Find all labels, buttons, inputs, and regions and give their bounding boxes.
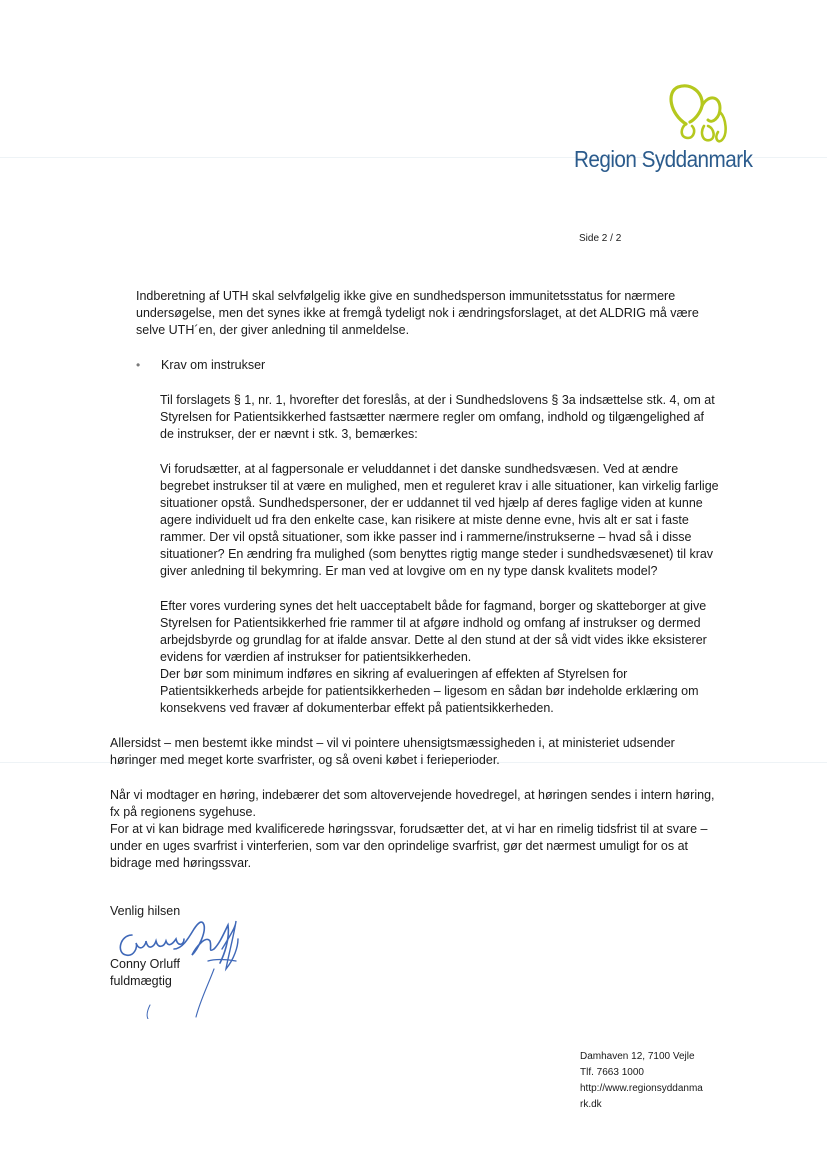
footer-url-continued[interactable]: rk.dk — [580, 1099, 602, 1110]
region-name: Region Syddanmark — [574, 146, 753, 172]
signer-name: Conny Orluff — [110, 957, 180, 971]
footer-url[interactable]: http://www.regionsyddanma — [580, 1083, 703, 1094]
handwritten-signature-icon — [110, 909, 330, 1019]
region-logo — [568, 84, 768, 184]
intro-paragraph: Indberetning af UTH skal selvfølgelig ikke give en sundhedsperson immunitetsstatus for nærmere undersøgelse, men det synes ikke at fremgå tydeligt nok i ændringsforslaget, at det ALDRIG må være selve UTH´en, der giver anledning til anmeldelse. — [136, 289, 699, 337]
closing-paragraph-2: Når vi modtager en høring, indebærer det som altovervejende hovedregel, at høringen sendes i intern høring, fx på regionens sygehuse. — [110, 788, 715, 819]
indented-paragraph-3b: Der bør som minimum indføres en sikring af evalueringen af effekten af Styrelsen for Patientsikkerheds arbejde for patientsikkerheden – ligesom en sådan bør indeholde erklæring om konsekvens ved fravær af dokumenterbar effekt på patientsikkerheden. — [160, 667, 699, 715]
indented-paragraph-3a: Efter vores vurdering synes det helt uacceptabelt både for fagmand, borger og skatteborger at give Styrelsen for Patientsikkerhed frie rammer til at afgøre indhold og omfang af instrukser og dermed arbejdsbyrde og grundlag for at ifalde ansvar. Dette al den stund at der så vidt vides ikke eksisterer evidens for værdien af instrukser for patientsikkerheden. — [160, 599, 707, 664]
indented-paragraph-2: Vi forudsætter, at al fagpersonale er veluddannet i det danske sundhedsvæsen. Ved at ændre begrebet instrukser til at være en mulighed, men et reguleret krav i alle situationer, kan virkelig farlige situationer opstå. Sundhedspersoner, der er uddannet til ved hjælp af deres faglige viden at kunne agere individuelt ud fra den enkelte case, kan risikere at miste denne evne, hvis alt er sat i faste rammer. Der vil opstå situationer, som ikke passer ind i rammerne/instrukserne – hvad så i disse situationer? En ændring fra mulighed (som benyttes rigtig mange steder i sundhedsvæsenet) til krav giver anledning til bekymring. Er man ved at lovgive om en ny type dansk kvalitets model? — [160, 462, 719, 578]
closing-paragraph-3: For at vi kan bidrage med kvalificerede høringssvar, forudsætter det, at vi har en rimelig tidsfrist til at svare – under en uges svarfrist i vinterferien, som var den oprindelige svarfrist, gør det nærmest umuligt for os at bidrage med høringssvar. — [110, 822, 708, 870]
footer-contact — [580, 1049, 730, 1113]
greeting: Venlig hilsen — [110, 904, 181, 918]
signer-title: fuldmægtig — [110, 974, 172, 988]
footer-phone: Tlf. 7663 1000 — [580, 1067, 644, 1078]
page-number: Side 2 / 2 — [579, 233, 622, 244]
signature-block — [110, 903, 330, 1013]
bullet-heading: Krav om instrukser — [161, 358, 266, 372]
bullet-item — [136, 357, 720, 374]
letter-body — [110, 288, 720, 890]
closing-paragraph-1: Allersidst – men bestemt ikke mindst – vil vi pointere uhensigtsmæssigheden i, at ministeriet udsender høringer med meget korte svarfrister, og så oveni købet i ferieperioder. — [110, 736, 675, 767]
indented-paragraph-1: Til forslagets § 1, nr. 1, hvorefter det foreslås, at der i Sundhedslovens § 3a indsættelse stk. 4, om at Styrelsen for Patientsikkerhed fastsætter nærmere regler om omfang, indhold og tilgængelighed af de instrukser, der er nævnt i stk. 3, bemærkes: — [160, 393, 715, 441]
footer-address: Damhaven 12, 7100 Vejle — [580, 1051, 695, 1062]
logo-mark-icon — [664, 84, 744, 146]
bullet-icon: • — [136, 358, 141, 372]
